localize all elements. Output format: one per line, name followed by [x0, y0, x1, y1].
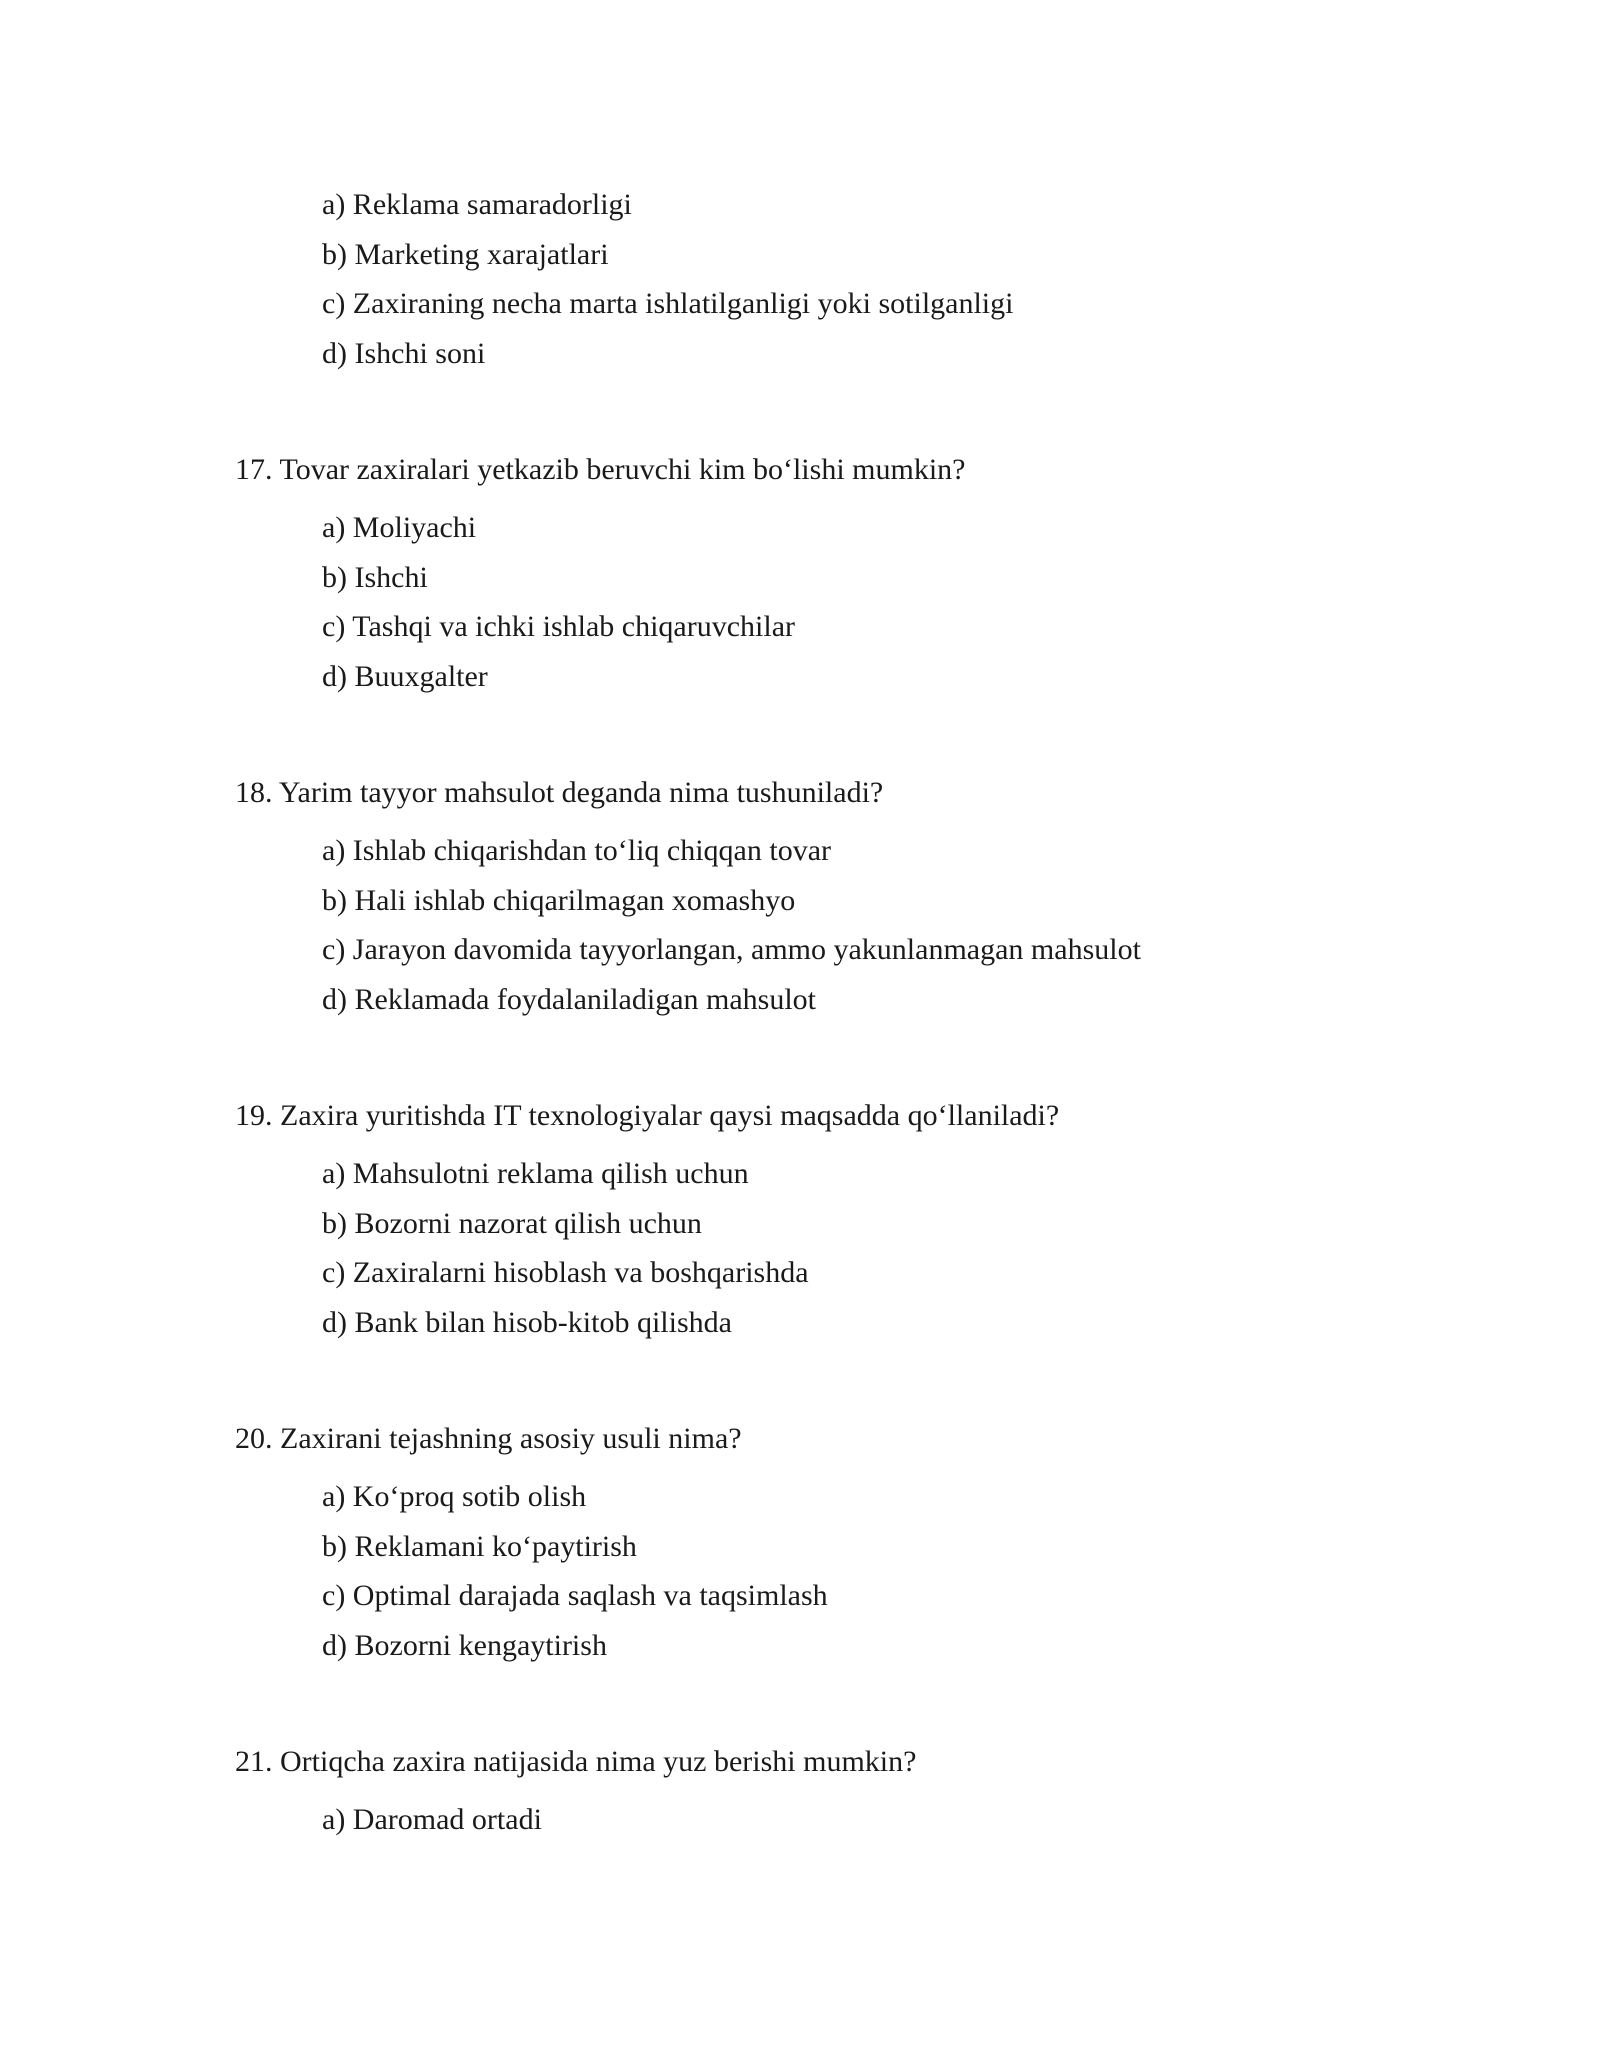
answer-option: c) Zaxiraning necha marta ishlatilganligi yoki sotilganligi [322, 287, 1014, 320]
question-text: 19. Zaxira yuritishda IT texnologiyalar qaysi maqsadda qo‘llaniladi? [235, 1099, 1060, 1132]
answer-option: a) Moliyachi [322, 511, 477, 544]
answer-option: d) Ishchi soni [322, 337, 486, 370]
answer-option: d) Buuxgalter [322, 660, 488, 693]
answer-option: b) Marketing xarajatlari [322, 238, 609, 271]
answer-option: c) Jarayon davomida tayyorlangan, ammo yakunlanmagan mahsulot [322, 933, 1141, 966]
question-text: 21. Ortiqcha zaxira natijasida nima yuz berishi mumkin? [235, 1745, 917, 1778]
answer-option: c) Zaxiralarni hisoblash va boshqarishda [322, 1256, 809, 1289]
answer-option: c) Tashqi va ichki ishlab chiqaruvchilar [322, 610, 796, 643]
answer-option: d) Bank bilan hisob-kitob qilishda [322, 1306, 732, 1339]
answer-option: d) Bozorni kengaytirish [322, 1629, 607, 1662]
answer-option: b) Hali ishlab chiqarilmagan xomashyo [322, 884, 796, 917]
question-text: 18. Yarim tayyor mahsulot deganda nima tushuniladi? [235, 776, 884, 809]
answer-option: b) Ishchi [322, 561, 428, 594]
answer-option: c) Optimal darajada saqlash va taqsimlash [322, 1579, 828, 1612]
answer-option: a) Ko‘proq sotib olish [322, 1480, 587, 1513]
answer-option: b) Bozorni nazorat qilish uchun [322, 1207, 702, 1240]
answer-option: a) Daromad ortadi [322, 1803, 542, 1836]
answer-option: a) Mahsulotni reklama qilish uchun [322, 1157, 749, 1190]
question-text: 17. Tovar zaxiralari yetkazib beruvchi kim bo‘lishi mumkin? [235, 453, 966, 486]
answer-option: a) Reklama samaradorligi [322, 188, 632, 221]
answer-option: b) Reklamani ko‘paytirish [322, 1530, 637, 1563]
answer-option: d) Reklamada foydalaniladigan mahsulot [322, 983, 817, 1016]
question-text: 20. Zaxirani tejashning asosiy usuli nima? [235, 1422, 742, 1455]
answer-option: a) Ishlab chiqarishdan to‘liq chiqqan tovar [322, 834, 832, 867]
